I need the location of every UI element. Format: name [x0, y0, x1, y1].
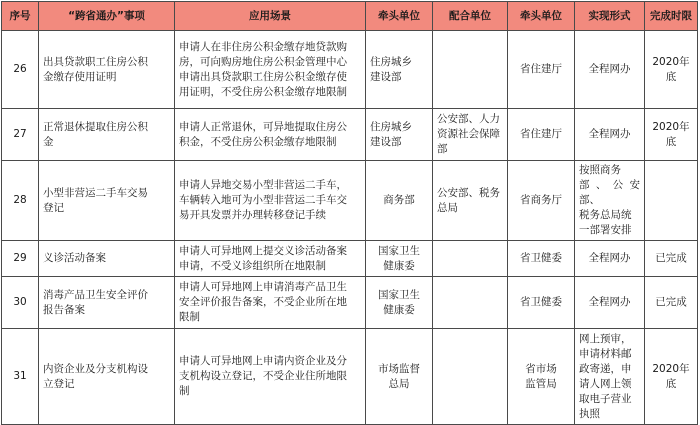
cell-lead-unit-province: 省市场 监管局 [508, 329, 575, 425]
header-cell-deadline: 完成时限 [645, 2, 698, 31]
cell-lead-unit-province: 省住建厅 [508, 109, 575, 161]
cell-lead-unit: 国家卫生 健康委 [366, 277, 433, 329]
cell-lead-unit-province: 省卫健委 [508, 241, 575, 277]
cell-coop-unit: 公安部、人力 资源社会保障 部 [433, 109, 508, 161]
cell-item: 内资企业及分支机构设 立登记 [39, 329, 175, 425]
header-cell-item: “跨省通办”事项 [39, 2, 175, 31]
cell-no: 28 [2, 161, 39, 241]
cell-item: 消毒产品卫生安全评价 报告备案 [39, 277, 175, 329]
cell-lead-unit-province: 省住建厅 [508, 31, 575, 109]
cell-no: 27 [2, 109, 39, 161]
cell-scene: 申请人可异地网上提交义诊活动备案 申请，不受义诊组织所在地限制 [175, 241, 366, 277]
cell-form: 全程网办 [575, 109, 645, 161]
cell-lead-unit: 商务部 [366, 161, 433, 241]
cell-lead-unit: 市场监督 总局 [366, 329, 433, 425]
header-cell-form: 实现形式 [575, 2, 645, 31]
cell-scene: 申请人可异地网上申请消毒产品卫生 安全评价报告备案，不受企业所在地 限制 [175, 277, 366, 329]
table-row [2, 109, 698, 161]
cell-deadline: 已完成 [645, 241, 698, 277]
cross-province-services-table [1, 1, 698, 425]
cell-no: 26 [2, 31, 39, 109]
cell-coop-unit [433, 31, 508, 109]
header-row [2, 2, 698, 31]
cell-form: 网上预审， 申请材料邮 政寄递，申 请人网上领 取电子营业 执照 [575, 329, 645, 425]
cell-form: 全程网办 [575, 241, 645, 277]
table-row [2, 277, 698, 329]
header-cell-scene: 应用场景 [175, 2, 366, 31]
header-cell-no: 序号 [2, 2, 39, 31]
cell-form: 全程网办 [575, 31, 645, 109]
cell-deadline: 2020年底 [645, 329, 698, 425]
cell-lead-unit: 住房城乡 建设部 [366, 109, 433, 161]
header-cell-lead-unit-province: 牵头单位 [508, 2, 575, 31]
cell-deadline: 2020年底 [645, 109, 698, 161]
cell-deadline: 已完成 [645, 277, 698, 329]
cell-scene: 申请人异地交易小型非营运二手车， 车辆转入地可为小型非营运二手车交 易开具发票并办理转移登记手续 [175, 161, 366, 241]
table-row [2, 241, 698, 277]
cell-item: 小型非营运二手车交易 登记 [39, 161, 175, 241]
cell-scene: 申请人可异地网上申请内资企业及分 支机构设立登记，不受企业住所地限 制 [175, 329, 366, 425]
cell-lead-unit-province: 省卫健委 [508, 277, 575, 329]
cell-lead-unit-province: 省商务厅 [508, 161, 575, 241]
cell-coop-unit [433, 329, 508, 425]
table-row [2, 161, 698, 241]
table-row [2, 329, 698, 425]
cell-no: 31 [2, 329, 39, 425]
cell-lead-unit: 住房城乡 建设部 [366, 31, 433, 109]
cell-scene: 申请人在非住房公积金缴存地贷款购 房，可向购房地住房公积金管理中心 申请出具贷款职工住房公积金缴存使 用证明，不受住房公积金缴存地限制 [175, 31, 366, 109]
cell-coop-unit: 公安部、税务 总局 [433, 161, 508, 241]
cell-form: 按照商务 部、公安部、 税务总局统 一部署安排 [575, 161, 645, 241]
cell-deadline [645, 161, 698, 241]
cell-scene: 申请人正常退休，可异地提取住房公 积金，不受住房公积金缴存地限制 [175, 109, 366, 161]
cell-lead-unit: 国家卫生 健康委 [366, 241, 433, 277]
cell-item: 正常退休提取住房公积 金 [39, 109, 175, 161]
table-row [2, 31, 698, 109]
cell-no: 30 [2, 277, 39, 329]
cell-item: 出具贷款职工住房公积 金缴存使用证明 [39, 31, 175, 109]
cell-form: 全程网办 [575, 277, 645, 329]
cell-item: 义诊活动备案 [39, 241, 175, 277]
cell-no: 29 [2, 241, 39, 277]
header-cell-lead-unit: 牵头单位 [366, 2, 433, 31]
cell-coop-unit [433, 277, 508, 329]
cell-deadline: 2020年底 [645, 31, 698, 109]
header-cell-coop-unit: 配合单位 [433, 2, 508, 31]
cell-coop-unit [433, 241, 508, 277]
